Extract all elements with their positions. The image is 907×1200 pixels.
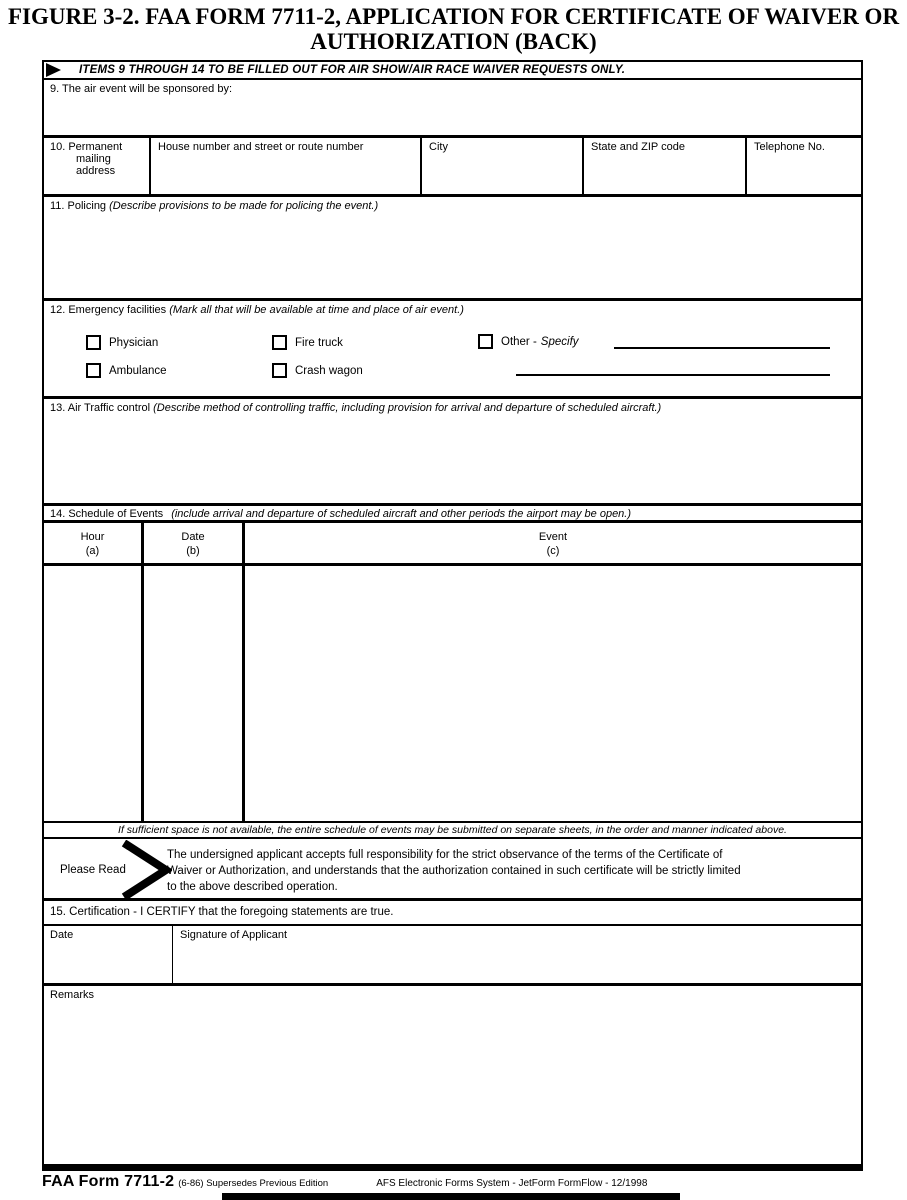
crash-wagon-option (272, 363, 363, 378)
other-label: Other - (501, 335, 537, 348)
physician-label: Physician (109, 336, 159, 349)
ambulance-label: Ambulance (109, 364, 167, 377)
date-column-header: Date (b) (141, 523, 242, 563)
telephone-label: Telephone No. (754, 141, 825, 153)
fire-truck-option (272, 335, 343, 350)
item14-header-row (44, 506, 861, 523)
item9-label: 9. The air event will be sponsored by: (50, 83, 233, 95)
signature-cell[interactable] (172, 926, 861, 983)
item9-row (44, 80, 861, 138)
other-specify-label: Specify (540, 335, 579, 348)
event-column-header: Event (c) (242, 523, 861, 563)
item9-input-area[interactable] (44, 98, 861, 135)
physician-option (86, 335, 158, 350)
figure-title-line2: AUTHORIZATION (BACK) (310, 29, 597, 55)
item14-label: 14. Schedule of Events (50, 508, 164, 520)
state-zip-cell[interactable] (582, 138, 745, 194)
other-checkbox[interactable] (478, 334, 493, 349)
telephone-cell[interactable] (745, 138, 861, 194)
city-label: City (429, 141, 448, 153)
hour-column-header: Hour (a) (80, 531, 105, 558)
form-number: FAA Form 7711-2 (42, 1173, 175, 1190)
date-label: Date (50, 929, 74, 941)
house-number-cell[interactable] (149, 138, 420, 194)
page-edge-scan-artifact (222, 1193, 680, 1200)
crash-wagon-checkbox[interactable] (272, 363, 287, 378)
hour-column-input-area[interactable] (44, 566, 141, 821)
right-arrow-icon (46, 63, 61, 77)
please-read-label: Please Read (60, 864, 126, 876)
form-footer (42, 1173, 863, 1191)
please-read-text: The undersigned applicant accepts full responsibility for the strict observance of the terms of the Certificate of Waiver or Authorization, and understands that the authorization contained in such certificate will be strictly limited to the above described operation. (167, 849, 741, 894)
house-number-label: House number and street or route number (158, 141, 364, 153)
schedule-table-header (44, 523, 861, 566)
schedule-table-body (44, 566, 861, 823)
item15-row (44, 901, 861, 926)
item11-hint: (Describe provisions to be made for policing the event.) (109, 200, 379, 212)
event-column-input-area[interactable] (242, 566, 861, 821)
ambulance-checkbox[interactable] (86, 363, 101, 378)
other-specify-line[interactable] (614, 347, 830, 349)
item11-row (44, 197, 861, 301)
remarks-input-area[interactable] (44, 1004, 861, 1164)
crash-wagon-label: Crash wagon (295, 364, 363, 377)
fire-truck-checkbox[interactable] (272, 335, 287, 350)
forms-system-credit: AFS Electronic Forms System - JetForm FormFlow - 12/1998 (376, 1178, 648, 1189)
physician-checkbox[interactable] (86, 335, 101, 350)
item12-row (44, 301, 861, 399)
please-read-row (44, 839, 861, 901)
form-edition: (6-86) Supersedes Previous Edition (178, 1178, 329, 1189)
other-specify-line-2[interactable] (516, 374, 830, 376)
other-option (478, 334, 579, 349)
item12-label: 12. Emergency facilities (50, 304, 167, 316)
ambulance-option (86, 363, 167, 378)
banner-text: ITEMS 9 THROUGH 14 TO BE FILLED OUT FOR AIR SHOW/AIR RACE WAIVER REQUESTS ONLY. (79, 64, 626, 76)
item14-hint: (include arrival and departure of scheduled aircraft and other periods the airport may be open.) (171, 508, 632, 520)
item13-label: 13. Air Traffic control (50, 402, 151, 414)
remarks-row (44, 986, 861, 1164)
city-cell[interactable] (420, 138, 582, 194)
item13-hint: (Describe method of controlling traffic, including provision for arrival and departure of scheduled aircraft.) (153, 402, 662, 414)
item11-label: 11. Policing (50, 200, 107, 212)
signature-row (44, 926, 861, 986)
schedule-note: If sufficient space is not available, the entire schedule of events may be submitted on separate sheets, in the order and manner indicated above. (44, 823, 861, 839)
item12-hint: (Mark all that will be available at time and place of air event.) (169, 304, 464, 316)
item13-input-area[interactable] (44, 419, 861, 503)
item10-row (44, 138, 861, 197)
fire-truck-label: Fire truck (295, 336, 343, 349)
faa-form-7711-2-back (42, 60, 863, 1171)
banner-row (44, 62, 861, 80)
item15-label: 15. Certification - I CERTIFY that the foregoing statements are true. (50, 906, 394, 918)
signature-label: Signature of Applicant (180, 929, 288, 941)
figure-title-line1: FIGURE 3-2. FAA FORM 7711-2, APPLICATION FOR CERTIFICATE OF WAIVER OR (7, 4, 900, 29)
item10-label: 10. Permanent mailing address (50, 141, 123, 177)
item13-row (44, 399, 861, 506)
chevron-right-icon (120, 840, 172, 900)
item11-input-area[interactable] (44, 217, 861, 298)
remarks-label: Remarks (50, 989, 95, 1001)
date-cell[interactable] (44, 926, 172, 983)
figure-title (0, 4, 907, 55)
date-column-input-area[interactable] (141, 566, 242, 821)
state-zip-label: State and ZIP code (591, 141, 685, 153)
